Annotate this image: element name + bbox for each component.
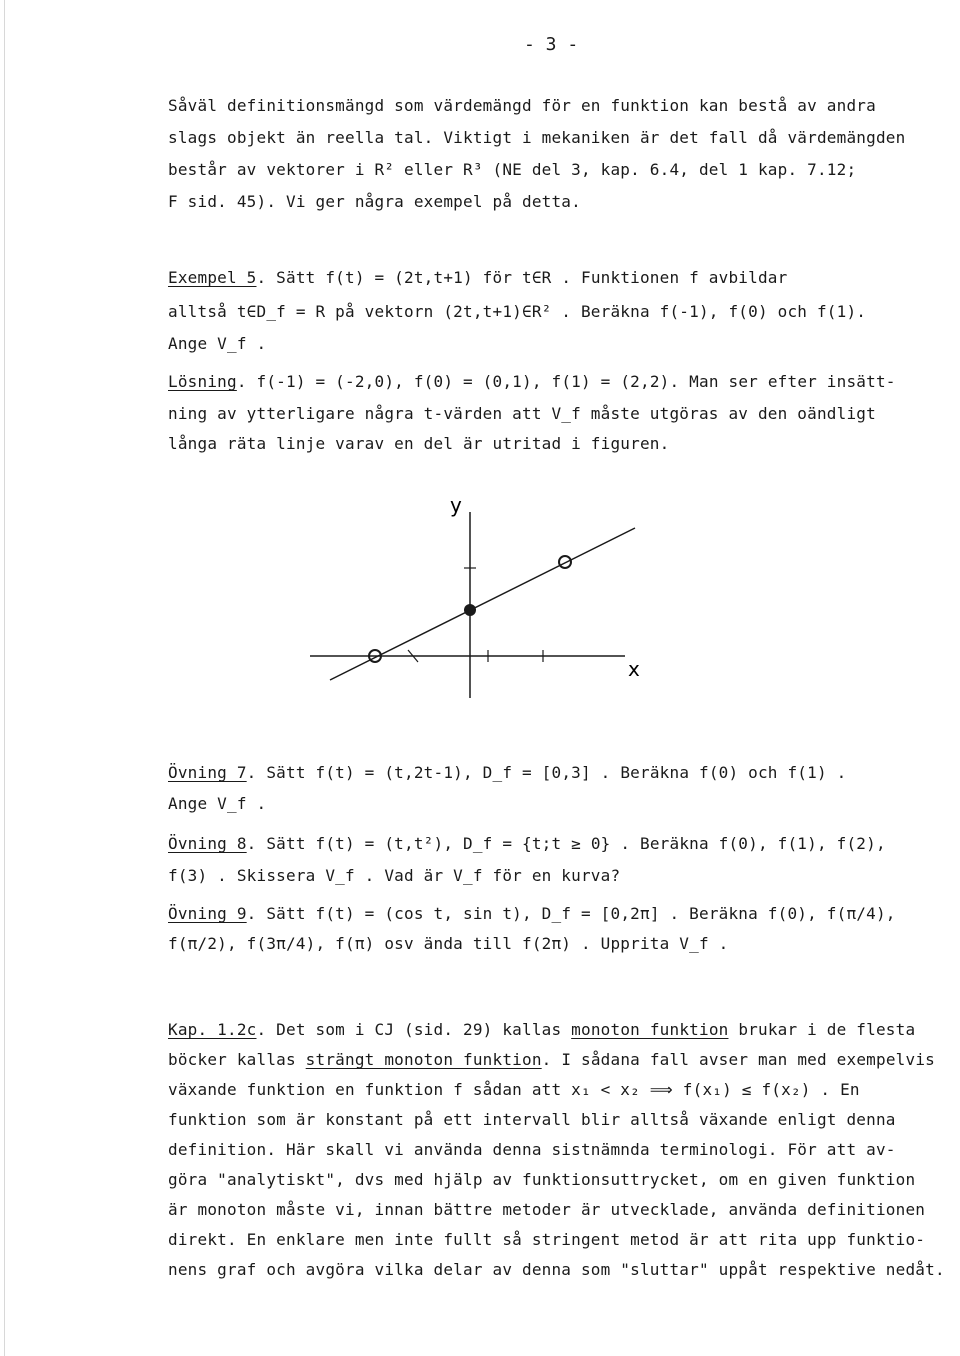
image-line-vf (330, 528, 635, 680)
section-line: direkt. En enklare men inte fullt så stringent metod är att rita upp funktio- (168, 1230, 926, 1249)
text-line: slags objekt än reella tal. Viktigt i mekaniken är det fall då värdemängden (168, 128, 906, 147)
example-heading: Exempel 5 (168, 268, 257, 287)
section-heading: Kap. 1.2c (168, 1020, 257, 1039)
example-line: Exempel 5. Sätt f(t) = (2t,t+1) för t∈R . Funktionen f avbildar (168, 268, 788, 287)
section-line: är monoton måste vi, innan bättre metoder är utvecklade, använda definitionen (168, 1200, 926, 1219)
solution-line: långa räta linje varav en del är utritad i figuren. (168, 434, 670, 453)
page-number: - 3 - (524, 34, 579, 55)
text-line: Såväl definitionsmängd som värdemängd för en funktion kan bestå av andra (168, 96, 876, 115)
term-strangt-monoton: strängt monoton funktion (305, 1050, 542, 1069)
text-line: F sid. 45). Vi ger några exempel på detta. (168, 192, 581, 211)
section-line: funktion som är konstant på ett intervall blir alltså växande enligt denna (168, 1110, 896, 1129)
y-axis-label: y (450, 493, 462, 517)
term-monoton-funktion: monoton funktion (571, 1020, 729, 1039)
section-line: växande funktion en funktion f sådan att x₁ < x₂ ⟹ f(x₁) ≤ f(x₂) . En (168, 1080, 860, 1099)
exercise-heading: Övning 8 (168, 834, 247, 853)
text-line: består av vektorer i R² eller R³ (NE del 3, kap. 6.4, del 1 kap. 7.12; (168, 160, 857, 179)
point-f-0 (464, 604, 476, 616)
example-line: Ange V_f . (168, 334, 267, 353)
exercise-line: f(π/2), f(3π/4), f(π) osv ända till f(2π) . Upprita V_f . (168, 934, 729, 953)
solution-heading: Lösning (168, 372, 237, 391)
exercise-line: Övning 8. Sätt f(t) = (t,t²), D_f = {t;t ≥ 0} . Beräkna f(0), f(1), f(2), (168, 834, 886, 853)
exercise-heading: Övning 7 (168, 763, 247, 782)
section-line: Kap. 1.2c. Det som i CJ (sid. 29) kallas monoton funktion brukar i de flesta (168, 1020, 916, 1039)
solution-line: Lösning. f(-1) = (-2,0), f(0) = (0,1), f(1) = (2,2). Man ser efter insätt- (168, 372, 896, 391)
scan-edge-line (4, 0, 5, 1356)
exercise-line: Övning 9. Sätt f(t) = (cos t, sin t), D_f = [0,2π] . Beräkna f(0), f(π/4), (168, 904, 896, 923)
exercise-line: Ange V_f . (168, 794, 267, 813)
point-f-1 (559, 556, 571, 568)
exercise-line: Övning 7. Sätt f(t) = (t,2t-1), D_f = [0,3] . Beräkna f(0) och f(1) . (168, 763, 847, 782)
exercise-heading: Övning 9 (168, 904, 247, 923)
example-line: alltså t∈D_f = R på vektorn (2t,t+1)∈R² . Beräkna f(-1), f(0) och f(1). (168, 302, 867, 321)
section-line: böcker kallas strängt monoton funktion. I sådana fall avser man med exempelvis (168, 1050, 935, 1069)
solution-line: ning av ytterligare några t-värden att V_f måste utgöras av den oändligt (168, 404, 876, 423)
exercise-line: f(3) . Skissera V_f . Vad är V_f för en kurva? (168, 866, 621, 885)
x-axis-label: x (628, 657, 640, 681)
section-line: göra "analytiskt", dvs med hjälp av funktionsuttrycket, om en given funktion (168, 1170, 916, 1189)
section-line: definition. Här skall vi använda denna sistnämnda terminologi. För att av- (168, 1140, 896, 1159)
vector-line-figure (300, 490, 660, 700)
section-line: nens graf och avgöra vilka delar av denna som "sluttar" uppåt respektive nedåt. (168, 1260, 945, 1279)
